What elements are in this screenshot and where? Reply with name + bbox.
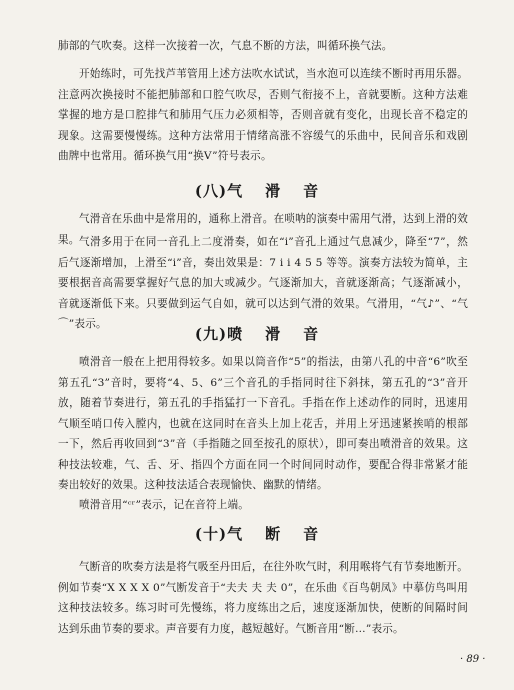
section-heading-9-word2: 音 bbox=[303, 325, 320, 343]
section-heading-8-word2: 音 bbox=[303, 182, 320, 200]
paragraph-8-2: 气滑多用于在同一音孔上二度滑奏，如在“i”音孔上通过气息减少，降至“7”，然后气逐渐增加，上滑至“i”音，奏出效果是：7 i i 4 5 5 等等。演奏方法较为简单，主要根据音高需要掌握好气息的加大或减少。气逐渐加大，音就逐渐高；气逐渐减小，音就逐渐低下来。只要做到运气自如，就可以达到气滑的效果。气滑用，“气♪”、“气⌒”表示。 bbox=[58, 236, 468, 330]
paragraph-9-2: 喷滑音用“ᶜʳ”表示，记在音符上端。 bbox=[79, 499, 250, 511]
paragraph-practice: 开始练时，可先找芦苇管用上述方法吹水试试，当水泡可以连续不断时再用乐器。注意两次换接时不能把肺部和口腔气吹尽，否则气衔接不上，音就要断。这种方法难掌握的地方是口腔排气和肺用气压力必须相等，否则音就有变化，出现长音不稳定的现象。这需要慢慢练。这种方法常用于情绪高涨不容缓气的乐曲中，民间音乐和戏剧曲牌中也常用。循环换气用“换V”符号表示。 bbox=[58, 68, 468, 162]
section-heading-9 bbox=[0, 323, 514, 344]
paragraph-10-1: 气断音的吹奏方法是将气吸至丹田后，在往外吹气时，利用喉将气有节奏地断开。例如节奏“X X X X 0”气断发音于“夫夫 夫 夫 0”，在乐曲《百鸟朝凤》中摹仿鸟叫用这种技法较多。练习时可先慢练，将力度练出之后，速度逐渐加快，使断的间隔时间达到乐曲节奏的要求。声音要有力度，越短越好。气断音用“断…”表示。 bbox=[58, 561, 468, 635]
section-heading-10-word2: 音 bbox=[303, 525, 320, 543]
section-heading-9-num: (九)喷 bbox=[194, 325, 244, 343]
paragraph-intro-end: 肺部的气吹奏。这样一次接着一次，气息不断的方法，叫循环换气法。 bbox=[58, 40, 393, 52]
section-heading-8-word1: 滑 bbox=[265, 182, 282, 200]
section-heading-8 bbox=[0, 180, 514, 201]
page-number: · 89 · bbox=[460, 654, 486, 665]
section-heading-10 bbox=[0, 523, 514, 544]
section-heading-8-num: (八)气 bbox=[194, 182, 244, 200]
paragraph-8-1: 气滑音在乐曲中是常用的，通称上滑音。在唢呐的演奏中需用气滑，达到上滑的效果。 bbox=[58, 213, 468, 246]
section-heading-9-word1: 滑 bbox=[265, 325, 282, 343]
section-heading-10-word1: 断 bbox=[265, 525, 282, 543]
paragraph-9-1: 喷滑音一般在上把用得较多。如果以筒音作“5”的指法，由第八孔的中音“6”吹至第五孔“3”音时，要将“4、5、6”三个音孔的手指同时往下斜抹，第五孔的“3”音开放，随着节奏进行，第五孔的手指猛打一下音孔。手指在作上述动作的同时，迅速用气顺至哨口传入膛内，也就在这同时在音头上加上花舌，并用上牙迅速紧挨哨的根部一下，然后再收回到“3”音（手指随之回至按孔的原状），即可奏出喷滑音的效果。这种技法较难，气、舌、牙、指四个方面在同一个时间同时动作，要配合得非常紧才能奏出较好的效果。这种技法适合表现愉快、幽默的情绪。 bbox=[58, 356, 468, 491]
section-heading-10-num: (十)气 bbox=[194, 525, 244, 543]
